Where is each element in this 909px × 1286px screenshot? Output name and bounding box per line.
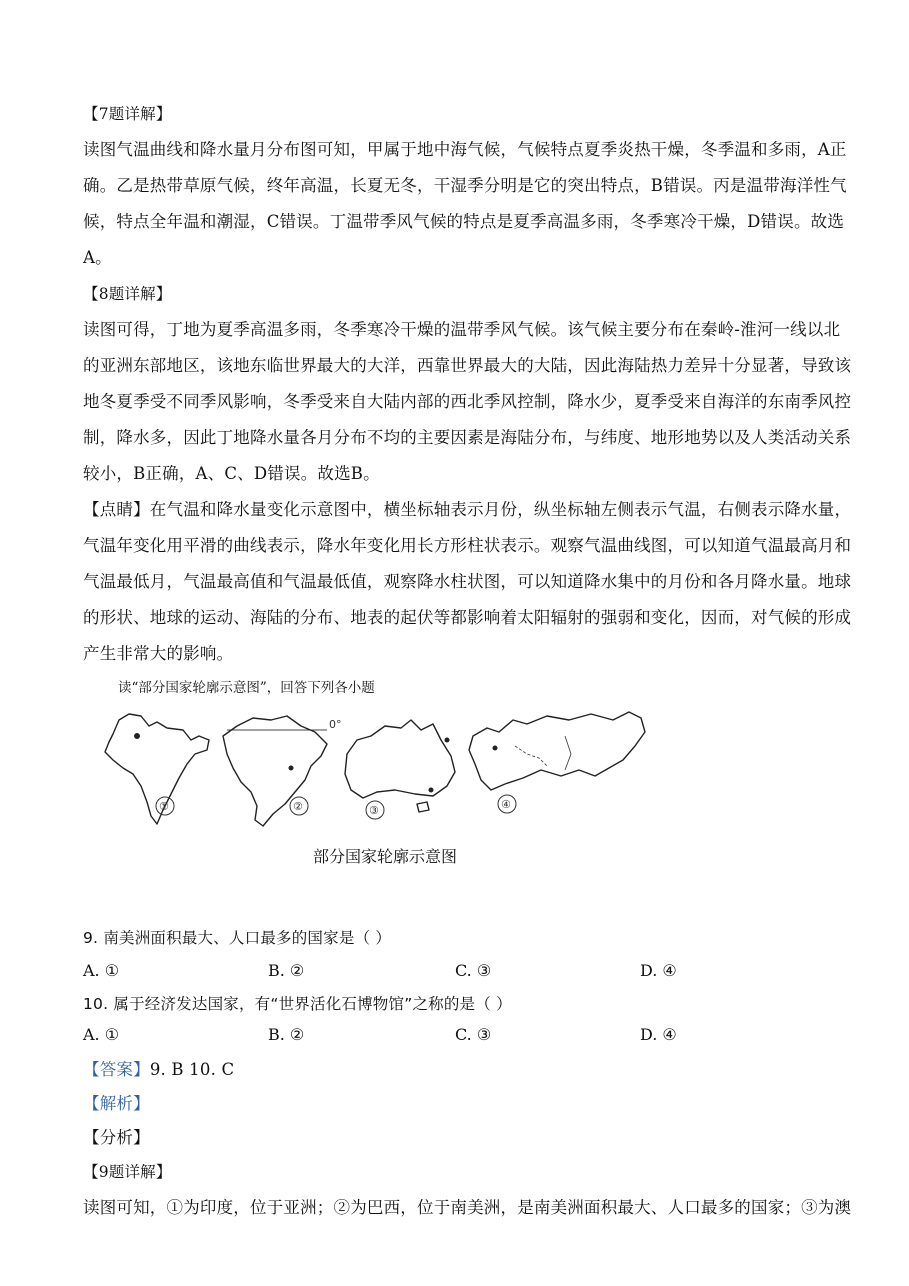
tip-text-line: 气温年变化用平滑的曲线表示，降水年变化用长方形柱状表示。观察气温曲线图，可以知道气温最高月和 — [83, 536, 852, 555]
answer-label: 【答案】 — [83, 1060, 150, 1079]
question-10-option-d[interactable]: D. ④ — [640, 1025, 677, 1044]
q8-text-line: 制，降水多，因此丁地降水量各月分布不均的主要因素是海陆分布，与纬度、地形地势以及人类活动关系 — [83, 428, 852, 447]
q8-text-line: 较小，B正确，A、C、D错误。故选B。 — [83, 464, 380, 483]
india-outline — [105, 714, 209, 824]
question-9-option-d[interactable]: D. ④ — [640, 961, 677, 980]
q7-heading: 【7题详解】 — [83, 105, 172, 123]
question-9-option-c[interactable]: C. ③ — [455, 961, 492, 980]
equator-label: 0° — [329, 718, 342, 731]
map-label-3: ③ — [369, 804, 379, 817]
map-label-4: ④ — [501, 798, 511, 811]
brazil-outline — [223, 716, 342, 826]
q9-heading: 【9题详解】 — [83, 1163, 172, 1181]
russia-outline — [469, 712, 645, 813]
q8-text-line: 地冬夏季受不同季风影响，冬季受来自大陆内部的西北季风控制，降水少，夏季受来自海洋的东南季风控 — [83, 392, 852, 411]
q7-text-line: 读图气温曲线和降水量月分布图可知，甲属于地中海气候，气候特点夏季炎热干燥，冬季温和多雨，A正 — [83, 140, 847, 159]
q8-text-line: 读图可得，丁地为夏季高温多雨，冬季寒冷干燥的温带季风气候。该气候主要分布在秦岭-淮河一线以北 — [83, 320, 841, 339]
country-outline-maps — [95, 706, 655, 836]
figure-intro: 读“部分国家轮廓示意图”，回答下列各小题 — [118, 680, 375, 696]
tip-text-line: 产生非常大的影响。 — [83, 644, 234, 663]
question-9-option-b[interactable]: B. ② — [268, 961, 305, 980]
figure-caption: 部分国家轮廓示意图 — [313, 847, 458, 866]
question-10-option-a[interactable]: A. ① — [83, 1025, 120, 1044]
q7-text-line: 候，特点全年温和潮湿，C错误。丁温带季风气候的特点是夏季高温多雨，冬季寒冷干燥，D错误。故选 — [83, 212, 845, 231]
australia-outline — [345, 720, 455, 819]
analysis-label: 【解析】 — [83, 1094, 150, 1113]
question-10-option-c[interactable]: C. ③ — [455, 1025, 492, 1044]
answer-line — [83, 1052, 843, 1088]
q8-text-line: 的亚洲东部地区，该地东临世界最大的大洋，西靠世界最大的大陆，因此海陆热力差异十分显著，导致该 — [83, 356, 852, 375]
q8-heading: 【8题详解】 — [83, 285, 172, 303]
answer-text: 9. B 10. C — [149, 1060, 235, 1079]
map-label-2: ② — [293, 800, 303, 813]
question-10-option-b[interactable]: B. ② — [268, 1025, 305, 1044]
question-9-option-a[interactable]: A. ① — [83, 961, 120, 980]
tip-text-line: 气温最低月，气温最高值和气温最低值，观察降水柱状图，可以知道降水集中的月份和各月降水量。地球 — [83, 572, 852, 591]
question-10-stem: 10. 属于经济发达国家，有“世界活化石博物馆”之称的是（ ） — [83, 995, 512, 1013]
q9-text-line: 读图可知，①为印度，位于亚洲；②为巴西，位于南美洲，是南美洲面积最大、人口最多的国家；③为澳 — [83, 1198, 852, 1217]
q7-text-line: A。 — [83, 248, 112, 267]
tip-text-line: 的形状、地球的运动、海陆的分布、地表的起伏等都影响着太阳辐射的强弱和变化，因而，对气候的形成 — [83, 608, 852, 627]
fenxi-label: 【分析】 — [83, 1128, 150, 1147]
q7-text-line: 确。乙是热带草原气候，终年高温，长夏无冬，干湿季分明是它的突出特点，B错误。丙是温带海洋性气 — [83, 176, 847, 195]
map-label-1: ① — [159, 800, 169, 813]
tip-text-line: 【点睛】在气温和降水量变化示意图中，横坐标轴表示月份，纵坐标轴左侧表示气温，右侧表示降水量， — [83, 500, 852, 519]
question-9-stem: 9. 南美洲面积最大、人口最多的国家是（ ） — [83, 929, 392, 947]
